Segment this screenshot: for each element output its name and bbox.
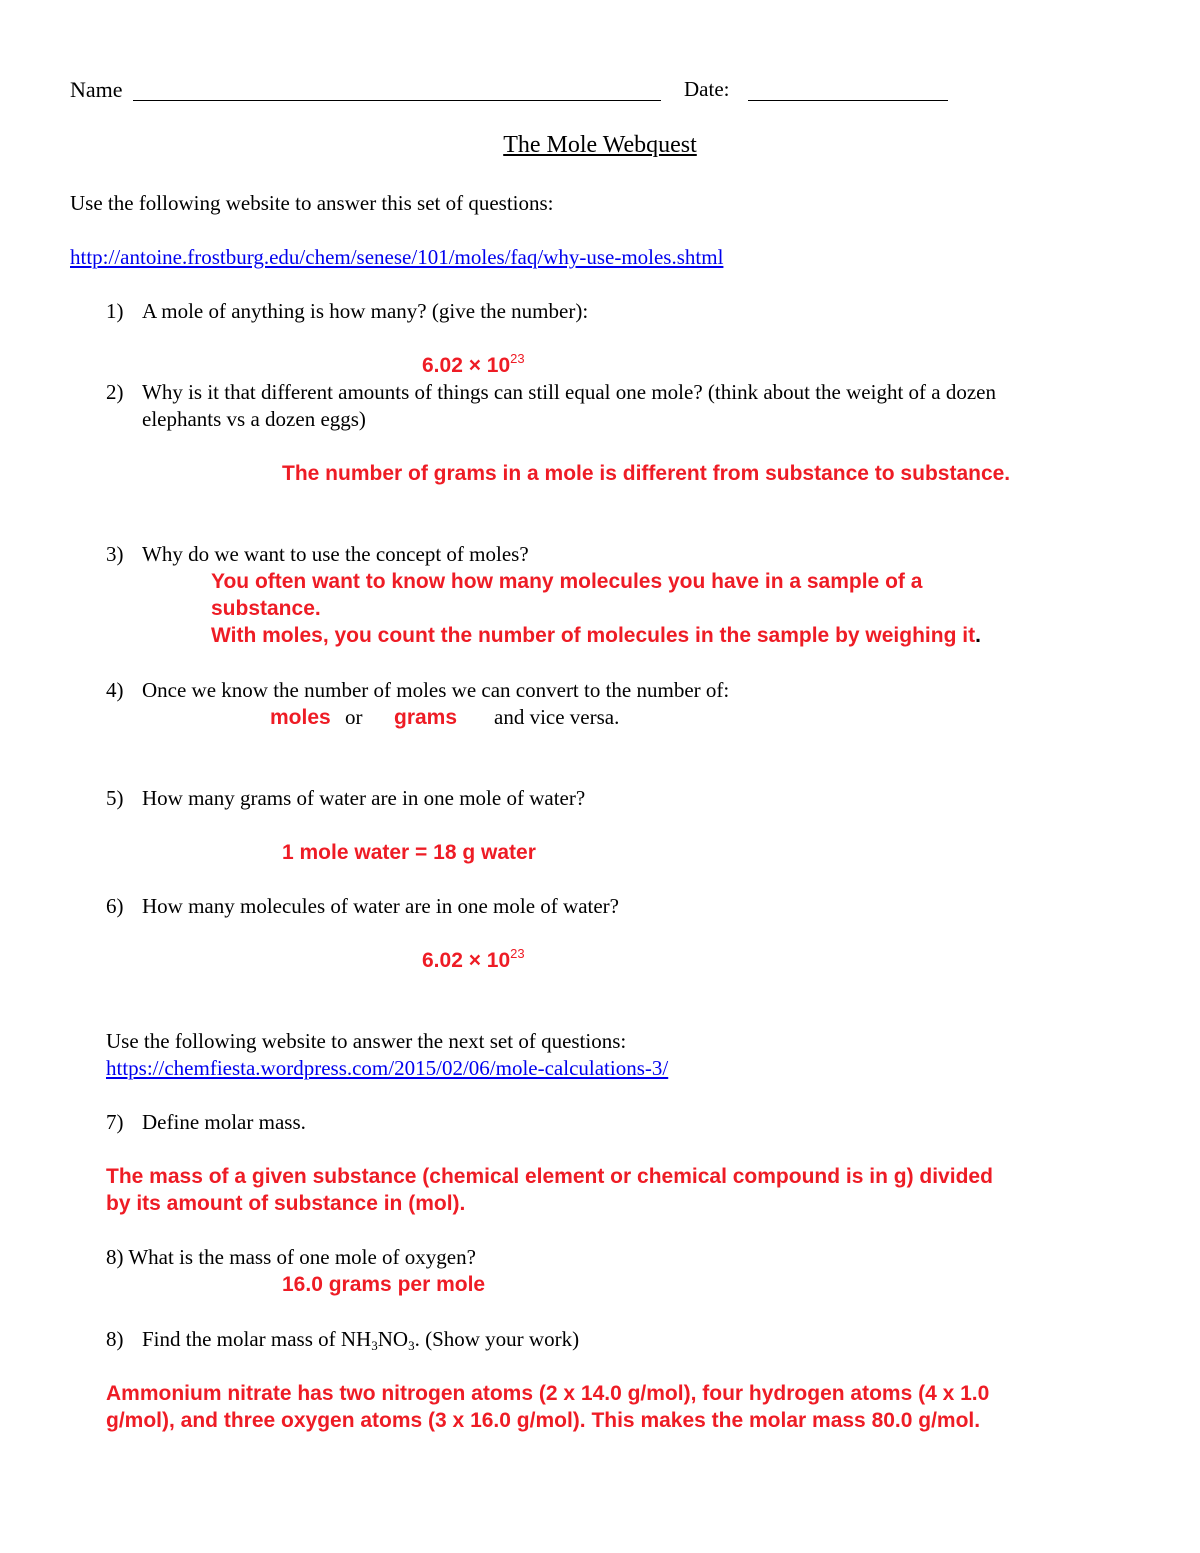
q6-text: How many molecules of water are in one mole of water? xyxy=(142,894,619,918)
section1-intro: Use the following website to answer this set of questions: xyxy=(70,191,554,215)
q3-answer-line3-period: . xyxy=(975,624,981,647)
date-label: Date: xyxy=(684,77,730,101)
q4-blank2-answer: grams xyxy=(394,706,458,729)
q8b-text xyxy=(142,1326,579,1355)
q4-tail-text: and vice versa. xyxy=(494,705,620,729)
name-label: Name xyxy=(70,77,123,102)
q8b-text-post: . (Show your work) xyxy=(414,1327,580,1351)
q7-answer-line2: by its amount of substance in (mol). xyxy=(106,1192,466,1215)
name-field[interactable] xyxy=(133,100,661,101)
q8b-text-pre: Find the molar mass of NH xyxy=(142,1327,372,1351)
q5-text: How many grams of water are in one mole of water? xyxy=(142,786,586,810)
q3-text: Why do we want to use the concept of moles? xyxy=(142,542,529,566)
q8b-number: 8) xyxy=(106,1327,124,1351)
section1-url-link[interactable]: http://antoine.frostburg.edu/chem/senese/101/moles/faq/why-use-moles.shtml xyxy=(70,245,724,269)
q1-answer-base: 6.02 × 10 xyxy=(422,354,511,377)
q3-number: 3) xyxy=(106,542,124,566)
q8b-text-mid: NO xyxy=(377,1327,409,1351)
date-field[interactable] xyxy=(748,100,948,101)
q4-or-text: or xyxy=(345,705,363,729)
q8b-answer-line2: g/mol), and three oxygen atoms (3 x 16.0 g/mol). This makes the molar mass 80.0 g/mol. xyxy=(106,1409,981,1432)
q8a-text: 8) What is the mass of one mole of oxygen? xyxy=(106,1245,476,1269)
q8b-answer-line1: Ammonium nitrate has two nitrogen atoms (2 x 14.0 g/mol), four hydrogen atoms (4 x 1.0 xyxy=(106,1382,990,1405)
q6-answer-base: 6.02 × 10 xyxy=(422,949,511,972)
q3-answer-line1: You often want to know how many molecules you have in a sample of a xyxy=(211,570,923,593)
q3-answer-line3-text: With moles, you count the number of molecules in the sample by weighing it xyxy=(211,624,976,647)
q5-answer: 1 mole water = 18 g water xyxy=(282,841,536,864)
q1-number: 1) xyxy=(106,299,124,323)
q7-text: Define molar mass. xyxy=(142,1110,306,1134)
q1-text: A mole of anything is how many? (give the number): xyxy=(142,299,589,323)
q7-number: 7) xyxy=(106,1110,124,1134)
q5-number: 5) xyxy=(106,786,124,810)
q3-answer-line3 xyxy=(211,622,981,649)
q7-answer-line1: The mass of a given substance (chemical element or chemical compound is in g) divided xyxy=(106,1165,993,1188)
q8b-subscript2: 3 xyxy=(408,1338,415,1353)
section2-intro: Use the following website to answer the next set of questions: xyxy=(106,1029,627,1053)
q2-text-line2: elephants vs a dozen eggs) xyxy=(142,407,366,431)
q4-number: 4) xyxy=(106,678,124,702)
q6-number: 6) xyxy=(106,894,124,918)
q8b-subscript1: 3 xyxy=(371,1338,378,1353)
q2-answer: The number of grams in a mole is different from substance to substance. xyxy=(282,462,1011,485)
q4-blank1-answer: moles xyxy=(270,706,331,729)
q4-text: Once we know the number of moles we can convert to the number of: xyxy=(142,678,730,702)
q8a-answer: 16.0 grams per mole xyxy=(282,1273,486,1296)
q2-number: 2) xyxy=(106,380,124,404)
q3-answer-line2: substance. xyxy=(211,597,321,620)
q6-answer xyxy=(422,947,525,976)
q1-answer xyxy=(422,352,525,381)
q2-text-line1: Why is it that different amounts of things can still equal one mole? (think about the weight of a dozen xyxy=(142,380,996,404)
page-title: The Mole Webquest xyxy=(503,132,697,158)
q6-answer-exponent: 23 xyxy=(510,946,525,961)
section2-url-link[interactable]: https://chemfiesta.wordpress.com/2015/02/06/mole-calculations-3/ xyxy=(106,1056,669,1080)
q1-answer-exponent: 23 xyxy=(510,351,525,366)
